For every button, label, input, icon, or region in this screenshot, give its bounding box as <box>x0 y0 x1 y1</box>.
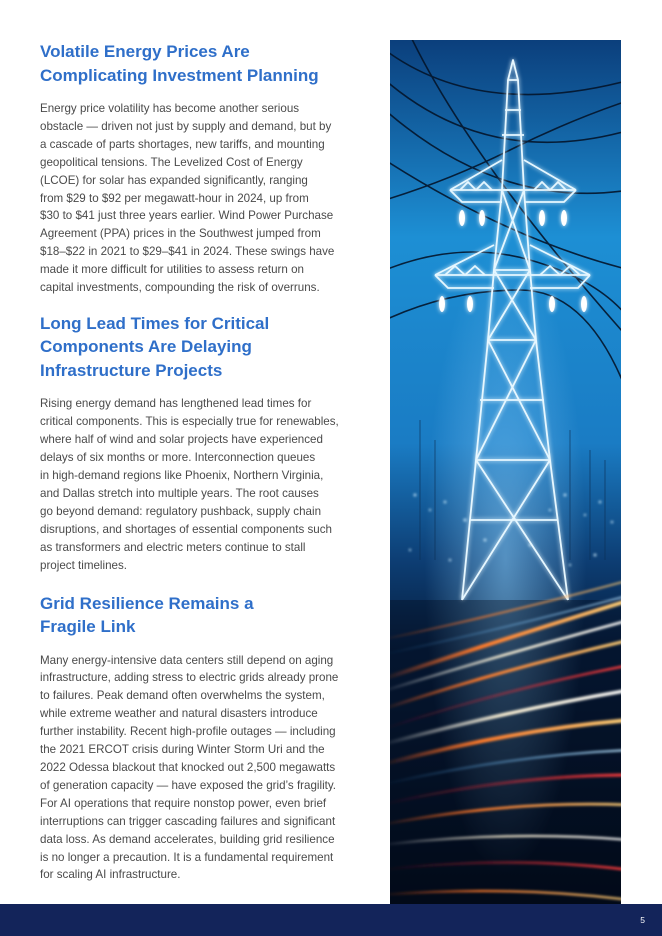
transmission-tower-icon <box>390 40 621 936</box>
section-body-grid-resilience: Many energy-intensive data centers still depend on aging infrastructure, adding stress to electric grids already prone to failures. Peak demand often overwhelms the system, while extreme weather and natural disasters introduce further instability. Recent high-profile outages — including the 2021 ERCOT crisis during Winter Storm Uri and the 2022 Odessa blackout that knocked out 2,500 megawatts of generation capacity — have exposed the grid’s fragility. For AI operations that require nonstop power, even brief interruptions can trigger cascading failures and significant data loss. As demand accelerates, building grid resilience is no longer a precaution. It is a fundamental requirement for scaling AI infrastructure. <box>40 653 339 882</box>
section-heading-grid-resilience: Grid Resilience Remains a Fragile Link <box>40 593 254 637</box>
section-heading-energy-prices: Volatile Energy Prices Are Complicating Investment Planning <box>40 42 319 85</box>
power-tower-photo <box>390 40 621 936</box>
section-body-energy-prices: Energy price volatility has become another serious obstacle — driven not just by supply and demand, but by a cascade of parts shortages, new tariffs, and mounting geopolitical tensions. The Levelized Cost of Energy (LCOE) for solar has expanded significantly, ranging from $29 to $92 per megawatt-hour in 2024, up from $30 to $41 just three years earlier. Wind Power Purchase Agreement (PPA) prices in the Southwest jumped from $18–$22 in 2021 to $29–$41 in 2024. These swings have made it more difficult for utilities to assess return on capital investments, compounding the risk of overruns. <box>40 102 335 295</box>
page-number: 5 <box>640 915 645 925</box>
section-heading-lead-times: Long Lead Times for Critical Components Are Delaying Infrastructure Projects <box>40 313 270 380</box>
article-column <box>40 40 365 884</box>
section-body-lead-times: Rising energy demand has lengthened lead times for critical components. This is especially true for renewables, where half of wind and solar projects have experienced delays of six months or more. Interconnection queues in high-demand regions like Phoenix, Northern Virginia, and Dallas stretch into multiple years. The root causes go beyond demand: regulatory pushback, supply chain disruptions, and shortages of essential components such as transformers and electric meters continue to stall project timelines. <box>40 397 339 572</box>
footer-bar <box>0 904 662 936</box>
